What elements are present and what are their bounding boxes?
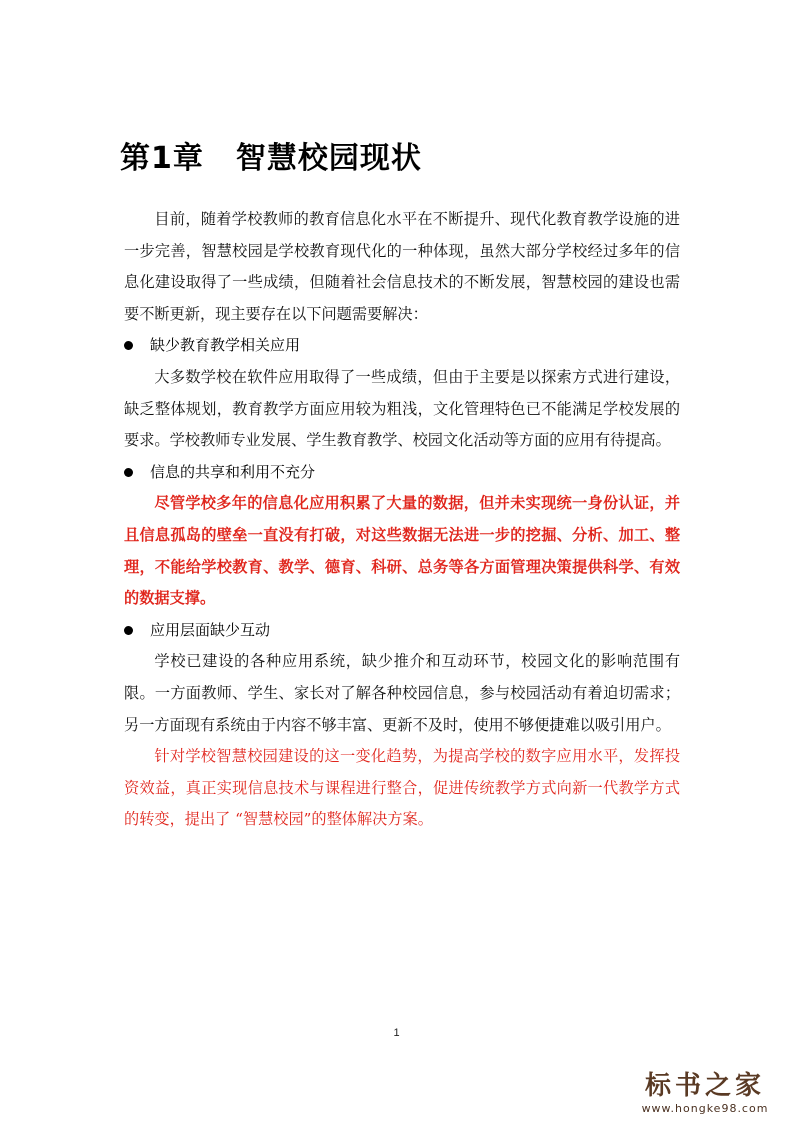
section-heading-2: [124, 457, 680, 489]
conclusion-paragraph: 针对学校智慧校园建设的这一变化趋势，为提高学校的数字应用水平，发挥投资效益，真正实现信息技术与课程进行整合，促进传统教学方式向新一代教学方式的转变，提出了 “智慧校园”的整体解决方案。: [124, 747, 680, 829]
section-heading-text: 信息的共享和利用不充分: [150, 462, 316, 481]
chapter-title: [120, 133, 422, 177]
section-heading-text: 应用层面缺少互动: [150, 620, 271, 639]
bullet-dot-icon: [124, 341, 133, 350]
page-number: 1: [393, 1027, 400, 1039]
chapter-content: [124, 204, 680, 836]
section-body-1: 大多数学校在软件应用取得了一些成绩，但由于主要是以探索方式进行建设，缺乏整体规划，教育教学方面应用较为粗浅，文化管理特色已不能满足学校发展的要求。学校教师专业发展、学生教育教学、校园文化活动等方面的应用有待提高。: [124, 367, 680, 450]
section-heading-3: [124, 615, 680, 647]
section-heading-1: [124, 330, 680, 362]
watermark-logo: [625, 1070, 785, 1116]
intro-paragraph: 目前，随着学校教师的教育信息化水平在不断提升、现代化教育教学设施的进一步完善，智慧校园是学校教育现代化的一种体现，虽然大部分学校经过多年的信息化建设取得了一些成绩，但随着社会信息技术的不断发展，智慧校园的建设也需要不断更新，现主要存在以下问题需要解决：: [124, 210, 680, 323]
watermark-url: www.hongke98.com: [641, 1102, 769, 1115]
section-body-2-highlighted: 尽管学校多年的信息化应用积累了大量的数据，但并未实现统一身份认证，并且信息孤岛的壁垒一直没有打破，对这些数据无法进一步的挖掘、分析、加工、整理，不能给学校教育、教学、德育、科研、总务等各方面管理决策提供科学、有效的数据支撑。: [124, 494, 680, 608]
bullet-dot-icon: [124, 626, 133, 635]
chapter-number: 第1章: [120, 141, 204, 176]
section-body-3: 学校已建设的各种应用系统，缺少推介和互动环节，校园文化的影响范围有限。一方面教师、学生、家长对了解各种校园信息，参与校园活动有着迫切需求；另一方面现有系统由于内容不够丰富、更新不及时，使用不够便捷难以吸引用户。: [124, 652, 680, 734]
chapter-name: 智慧校园现状: [235, 141, 422, 176]
section-heading-text: 缺少教育教学相关应用: [150, 336, 301, 355]
bullet-dot-icon: [124, 468, 133, 477]
watermark-title: 标书之家: [644, 1071, 765, 1101]
